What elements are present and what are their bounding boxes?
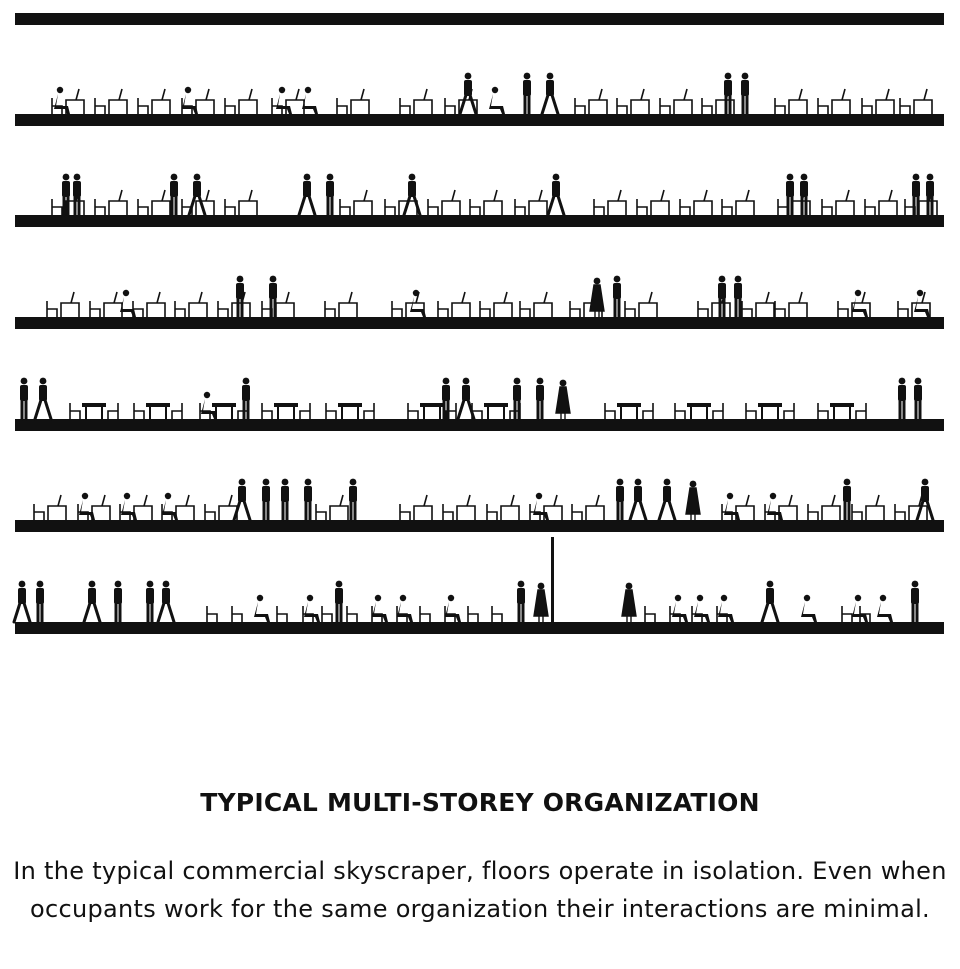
person-silhouette [84,581,100,622]
person-silhouette [630,479,646,520]
person-silhouette [659,479,675,520]
floor-levels [14,73,944,634]
person-silhouette [622,583,636,622]
person-silhouette [20,378,28,419]
person-silhouette [269,276,277,317]
floor-1 [15,73,944,126]
floor-slab [15,215,944,227]
person-silhouette [458,378,474,419]
person-silhouette [513,378,521,419]
floor-4 [15,378,944,431]
person-silhouette [35,378,51,419]
person-silhouette [718,276,726,317]
vertical-pole [551,537,554,622]
diagram-title: TYPICAL MULTI-STOREY ORGANIZATION [200,788,760,817]
person-silhouette [73,174,81,215]
person-silhouette [911,581,919,622]
person-silhouette [114,581,122,622]
floor-6 [14,581,944,634]
person-silhouette [762,581,778,622]
floor-slab [15,317,944,329]
person-silhouette [843,479,851,520]
person-silhouette [926,174,934,215]
occupants [14,581,919,622]
person-silhouette [460,73,476,114]
person-silhouette [189,174,205,215]
person-silhouette [912,174,920,215]
person-silhouette [613,276,621,317]
person-silhouette [489,87,505,114]
person-silhouette [397,595,413,622]
person-silhouette [158,581,174,622]
person-silhouette [800,174,808,215]
floor-slab [15,114,944,126]
floor-5 [15,479,944,532]
person-silhouette [686,481,700,520]
furniture [47,292,930,317]
diagram-description: In the typical commercial skyscraper, floors operate in isolation. Even when occupants work for the same organization their interactions are minimal. [13,857,947,923]
person-silhouette [14,581,30,622]
person-silhouette [262,479,270,520]
person-silhouette [534,583,548,622]
person-silhouette [36,581,44,622]
floor-slab [15,622,944,634]
person-silhouette [304,595,320,622]
person-silhouette [234,479,250,520]
person-silhouette [281,479,289,520]
person-silhouette [254,595,270,622]
person-silhouette [404,174,420,215]
occupants [20,378,922,419]
person-silhouette [445,595,461,622]
person-silhouette [724,73,732,114]
person-silhouette [914,378,922,419]
person-silhouette [242,378,250,419]
person-silhouette [801,595,817,622]
floor-3 [15,276,944,329]
person-silhouette [170,174,178,215]
occupants [120,276,930,317]
person-silhouette [616,479,624,520]
person-silhouette [335,581,343,622]
floor-slab [15,419,944,431]
person-silhouette [523,73,531,114]
person-silhouette [548,174,564,215]
person-silhouette [556,380,570,419]
person-silhouette [236,276,244,317]
person-silhouette [917,479,933,520]
person-silhouette [734,276,742,317]
person-silhouette [326,174,334,215]
person-silhouette [517,581,525,622]
floor-2 [15,174,944,227]
person-silhouette [299,174,315,215]
person-silhouette [741,73,749,114]
person-silhouette [536,378,544,419]
occupants [79,479,933,520]
person-silhouette [877,595,893,622]
person-silhouette [542,73,558,114]
furniture [70,403,866,419]
occupants [54,73,749,114]
person-silhouette [349,479,357,520]
person-silhouette [146,581,154,622]
person-silhouette [372,595,388,622]
floor-slab [15,520,944,532]
roof-slab [15,13,944,25]
person-silhouette [898,378,906,419]
person-silhouette [718,595,734,622]
person-silhouette [304,479,312,520]
person-silhouette [590,278,604,317]
person-silhouette [786,174,794,215]
